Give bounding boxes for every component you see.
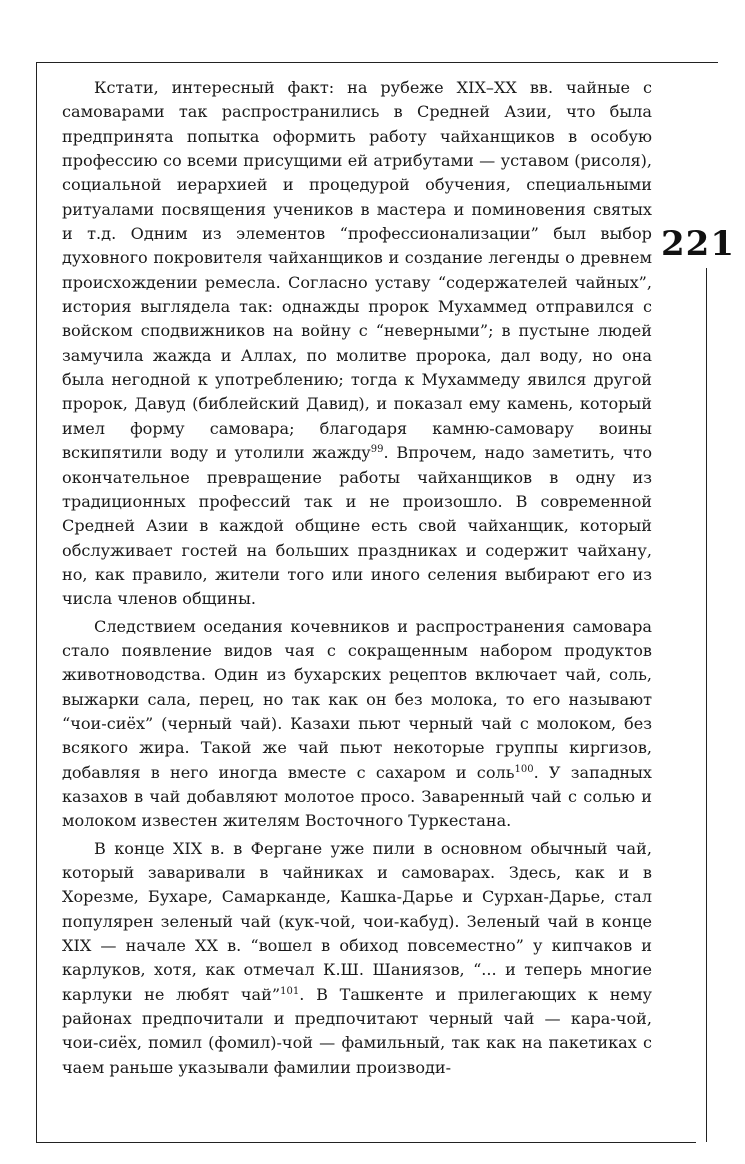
page-frame-top-rule [36, 62, 718, 63]
paragraph-text-tail: . В Ташкенте и прилегающих к нему районах предпочитали и предпочитают черный чай — кара-чой, чои-сиёх, помил (фомил)-чой — фамильный, так как на пакетиках с чаем раньше указывали фамилии производи- [62, 984, 653, 1077]
paragraph-1 [62, 76, 652, 612]
paragraph-3 [62, 837, 652, 1080]
paragraph-text: В конце XIX в. в Фергане уже пили в основном обычный чай, который заваривали в чайниках и самоварах. Здесь, как и в Хорезме, Бухаре, Самарканде, Кашка-Дарье и Сурхан-Дарье, стал популярен зеленый чай (кук-чой, чои-кабуд). Зеленый чай в конце XIX — начале XX в. “вошел в обиход повсеместно” у кипчаков и карлуков, хотя, как отмечал К.Ш. Шаниязов, “... и теперь многие карлуки не любят чай” [62, 838, 652, 1004]
page-frame-bottom-rule [36, 1142, 696, 1143]
paragraph-text: Следствием оседания кочевников и распространения самовара стало появление видов чая с сокращенным набором продуктов животноводства. Один из бухарских рецептов включает чай, соль, выжарки сала, перец, но так как он без молока, то его называют “чои-сиёх” (черный чай). Казахи пьют черный чай с молоком, без всякого жира. Такой же чай пьют некоторые группы киргизов, добавляя в него иногда вместе с сахаром и соль [62, 616, 652, 782]
footnote-ref-101[interactable]: 101 [280, 985, 300, 997]
paragraph-2 [62, 615, 652, 834]
paragraph-text-tail: . Впрочем, надо заметить, что окончательное превращение работы чайханщиков в одну из традиционных профессий так и не произошло. В современной Средней Азии в каждой общине есть свой чайханщик, который обслуживает гостей на больших праздниках и содержит чайхану, но, как правило, жители того или иного селения выбирают его из числа членов общины. [62, 443, 653, 609]
paragraph-text: Кстати, интересный факт: на рубеже XIX–XX вв. чайные с самоварами так распространились в Средней Азии, что была предпринята попытка оформить работу чайханщиков в особую профессию со всеми присущими ей атрибутами — уставом (рисоля), социальной иерархией и процедурой обучения, специальными ритуалами посвящения учеников в мастера и поминовения святых и т.д. Одним из элементов “профессионализации” был выбор духовного покровителя чайханщиков и создание легенды о древнем происхождении ремесла. Согласно уставу “содержателей чайных”, история выглядела так: однажды пророк Мухаммед отправился с войском сподвижников на войну с “неверными”; в пустыне людей замучила жажда и Аллах, по молитве пророка, дал воду, но она была негодной к употреблению; тогда к Мухаммеду явился другой пророк, Давуд (библейский Давид), и показал ему камень, который имел форму самовара; благодаря камню-самовару воины вскипятили воду и утолили жажду [62, 78, 652, 463]
page-frame-right-rule [706, 268, 707, 1142]
body-text [62, 76, 652, 1080]
footnote-ref-100[interactable]: 100 [514, 763, 534, 775]
page-frame-left-rule [36, 62, 37, 1142]
paragraph-text-tail: . У западных казахов в чай добавляют молотое просо. Заваренный чай с солью и молоком известен жителям Восточного Туркестана. [62, 762, 652, 831]
page-number: 221 [661, 224, 735, 264]
footnote-ref-99[interactable]: 99 [370, 444, 384, 456]
